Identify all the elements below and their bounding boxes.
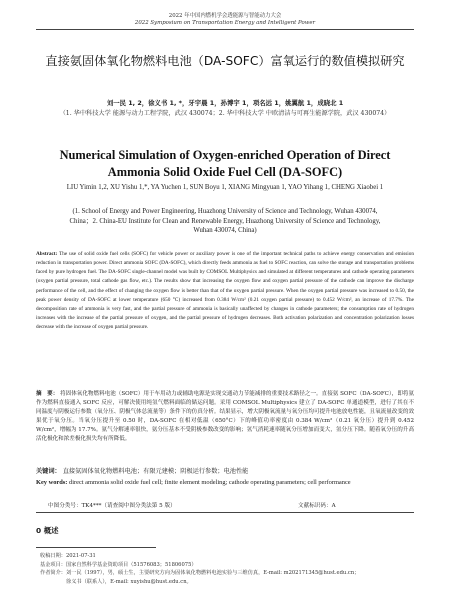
keywords-en — [36, 478, 414, 488]
authors-zh: 刘一民 1, 2，徐义书 1, *，牙宇晨 1，孙博宇 1，项名远 1，姚翼航 1，成晓北 1 — [106, 99, 344, 107]
abstract-en-label: Abstract: — [36, 251, 58, 257]
abstract-zh — [36, 390, 414, 445]
running-header-en: 2022 Symposium on Transportation Energy and Intelligent Power — [134, 20, 316, 26]
footnote-author: 作者简介：刘一民（1997），男，硕士生，主要研究方向为固体氧化物燃料电池实验与三维仿真，E-mail: m202171345@hust.edu.cn； — [40, 570, 360, 577]
title-en: Numerical Simulation of Oxygen-enriched Operation of Direct Ammonia Solid Oxide Fuel Cell (DA-SOFC) — [59, 148, 391, 179]
clc-number: 中图分类号：TK4***（请查阅中图分类法第 5 版） — [48, 503, 176, 509]
keywords-en-text: direct ammonia solid oxide fuel cell; finite element modeling; cathode operating parameters; cell performance — [69, 479, 351, 486]
abstract-zh-label: 摘 要： — [36, 391, 59, 397]
section-heading: 0 概述 — [36, 526, 59, 535]
abstract-zh-text: 将固体氧化物燃料电池（SOFC）用于车用动力或辅助电源是实现交通动力节能减排的重要技术路径之一。直接氨 SOFC（DA-SOFC），即将氨作为燃料直接通入 SOFC 反应，可解决使用纯氢气燃料面临的储运问题。采用 COMSOL Multiphysics 建立了 DA-SOFC 单通道模型，进行了其在不同温度与阴极运行参数（氧分压、阴极气体总流量等）条件下的仿真分析。结果显示，增大阴极氧流量与氧分压均可提升电池放电性能，且氧流量改变的效果优于氧分压。当氧分压提升至 0.50 时，DA-SOFC 在相对低温（650°C）下的峰值功率密度由 0.384 W/cm²（0.21 氧分压）提升到 0.452 W/cm²，增幅为 17.7%。氨气分解速率很快，氨分压基本不受阴极参数改变的影响；氢气消耗速率随氧分压增加而变大，氢分压下降。随着氧分压的升高活化极化和浓差极化损失均有所降低。 — [36, 391, 415, 443]
document-code: 文献标识码：A — [298, 503, 336, 509]
footnote-contact: 徐义书（联系人），E-mail: xuyishu@hust.edu.cn。 — [66, 578, 192, 585]
abstract-en — [36, 250, 414, 332]
title-zh: 直接氨固体氧化物燃料电池（DA-SOFC）富氧运行的数值模拟研究 — [45, 54, 405, 68]
footnote-fund: 基金项目：国家自然科学基金资助项目（51576083；51806075） — [40, 561, 197, 568]
footnotes — [40, 552, 414, 586]
affiliation-en: (1. School of Energy and Power Engineering, Huazhong University of Science and Technology, Wuhan 430074, China；2. China-EU Institute for Clean and Renewable Energy, Huazhong University of Science and Technology, Wuhan 430074, China) — [69, 208, 381, 234]
keywords-en-label: Key words: — [36, 479, 68, 486]
keywords-zh-text: 直接氨固体氧化物燃料电池；有限元建模；阴极运行参数；电池性能 — [62, 468, 249, 475]
affiliation-zh: （1. 华中科技大学 能源与动力工程学院，武汉 430074；2. 华中科技大学 中欧清洁与可再生能源学院，武汉 430074） — [59, 110, 391, 117]
section-rule — [36, 512, 414, 513]
footnote-rule — [36, 547, 156, 548]
authors-en: LIU Yimin 1,2, XU Yishu 1,*, YA Yuchen 1, SUN Boyu 1, XIANG Mingyuan 1, YAO Yihang 1, CHENG Xiaobei 1 — [66, 184, 384, 191]
header-rule — [36, 29, 414, 30]
abstract-en-text: The use of solid oxide fuel cells (SOFC) for vehicle power or auxiliary power is one of the important technical paths to achieve energy conservation and emission reduction in transportation power. Direct ammonia SOFC (DA-SOFC), which directly feeds ammonia as fuel to SOFC reaction, can solve the storage and transportation problems faced by pure hydrogen fuel. The DA-SOFC single-channel model was built by COMSOL Multiphysics and simulated at different temperatures and cathode operating parameters (oxygen partial pressure, total cathode gas flow, etc.). The results show that increasing the oxygen flow and oxygen partial pressure of the cathode can improve the discharge performance of the cell, and the effect of changing the oxygen flow is better than that of the oxygen partial pressure. When the oxygen partial pressure was increased to 0.50, the peak power density of DA-SOFC at lower temperature (650 °C) increased from 0.384 W/cm² (0.21 oxygen partial pressure) to 0.452 W/cm², an increase of 17.7%. The decomposition rate of ammonia is very fast, and the partial pressure of ammonia is basically unaffected by changes in cathode parameters; the consumption rate of hydrogen increases with the increase of the partial pressure of oxygen, and the partial pressure of hydrogen decreases. Both activation polarization and concentration polarization losses decrease with the increase of oxygen partial pressure. — [36, 251, 415, 331]
keywords-zh — [36, 467, 414, 476]
running-header-zh: 2022 年中国内燃机学会透能源与智能动力大会 — [168, 13, 282, 19]
footnote-received: 收稿日期：2021-07-31 — [40, 553, 96, 559]
keywords-zh-label: 关键词： — [36, 468, 61, 475]
